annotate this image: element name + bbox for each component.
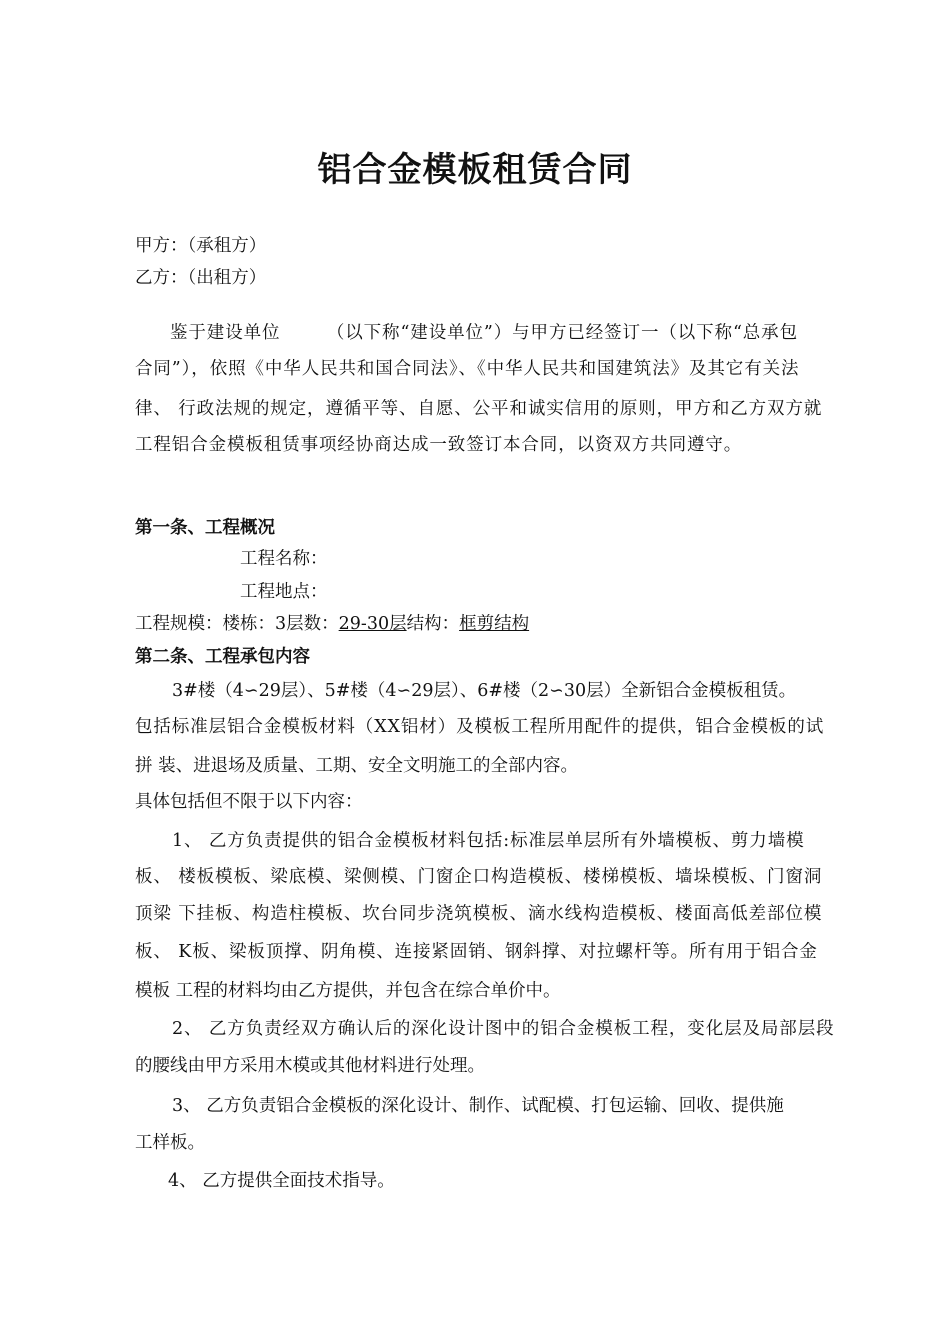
item-1-line: 板、 K板、梁板顶撑、阴角模、连接紧固销、钢斜撑、对拉螺杆等。所有用于铝合金 bbox=[135, 942, 818, 962]
scope-line: 具体包括但不限于以下内容： bbox=[135, 792, 363, 812]
document-title: 铝合金模板租赁合同 bbox=[317, 150, 633, 190]
project-name-label: 工程名称： bbox=[240, 549, 328, 569]
project-scale-line bbox=[135, 612, 529, 636]
preamble-line: 鉴于建设单位 （以下称“建设单位”）与甲方已经签订一（以下称“总承包 bbox=[170, 323, 798, 343]
floors-value: 29-30层 bbox=[338, 614, 407, 634]
item-4-line: 4、 乙方提供全面技术指导。 bbox=[168, 1171, 395, 1191]
item-1-line: 1、 乙方负责提供的铝合金模板材料包括:标准层单层所有外墙模板、剪力墙模 bbox=[172, 831, 805, 851]
item-1-line: 板、 楼板模板、梁底模、梁侧模、门窗企口构造模板、楼梯模板、墙垛模板、门窗洞 bbox=[135, 867, 823, 887]
scope-line: 包括标准层铝合金模板材料（XX铝材）及模板工程所用配件的提供，铝合金模板的试 bbox=[135, 717, 825, 737]
item-2-line: 的腰线由甲方采用木模或其他材料进行处理。 bbox=[135, 1056, 485, 1076]
scope-line: 3#楼（4∽29层）、5#楼（4∽29层）、6#楼（2∽30层）全新铝合金模板租赁。 bbox=[172, 681, 797, 701]
party-b-line: 乙方：（出租方） bbox=[135, 268, 267, 288]
preamble-line: 律、 行政法规的规定，遵循平等、自愿、公平和诚实信用的原则，甲方和乙方双方就 bbox=[135, 399, 823, 419]
item-1-line: 顶梁 下挂板、构造柱模板、坎台同步浇筑模板、滴水线构造模板、楼面高低差部位模 bbox=[135, 904, 823, 924]
article-2-heading: 第二条、工程承包内容 bbox=[135, 647, 310, 667]
item-3-line: 3、 乙方负责铝合金模板的深化设计、制作、试配模、打包运输、回收、提供施 bbox=[172, 1096, 784, 1116]
item-2-line: 2、 乙方负责经双方确认后的深化设计图中的铝合金模板工程，变化层及局部层段 bbox=[172, 1019, 835, 1039]
structure-value: 框剪结构 bbox=[459, 614, 530, 634]
scale-prefix: 工程规模：楼栋：3层数： bbox=[135, 614, 339, 634]
scope-line: 拼 装、进退场及质量、工期、安全文明施工的全部内容。 bbox=[135, 756, 579, 776]
preamble-line: 合同”），依照《中华人民共和国合同法》、《中华人民共和国建筑法》及其它有关法 bbox=[135, 359, 800, 379]
item-3-line: 工样板。 bbox=[135, 1133, 205, 1153]
party-a-line: 甲方：（承租方） bbox=[135, 236, 267, 256]
structure-label: 结构： bbox=[406, 614, 460, 634]
item-1-line: 模板 工程的材料均由乙方提供，并包含在综合单价中。 bbox=[135, 981, 561, 1001]
preamble-line: 工程铝合金模板租赁事项经协商达成一致签订本合同，以资双方共同遵守。 bbox=[135, 435, 743, 455]
article-1-heading: 第一条、工程概况 bbox=[135, 518, 275, 538]
project-location-label: 工程地点： bbox=[240, 582, 328, 602]
